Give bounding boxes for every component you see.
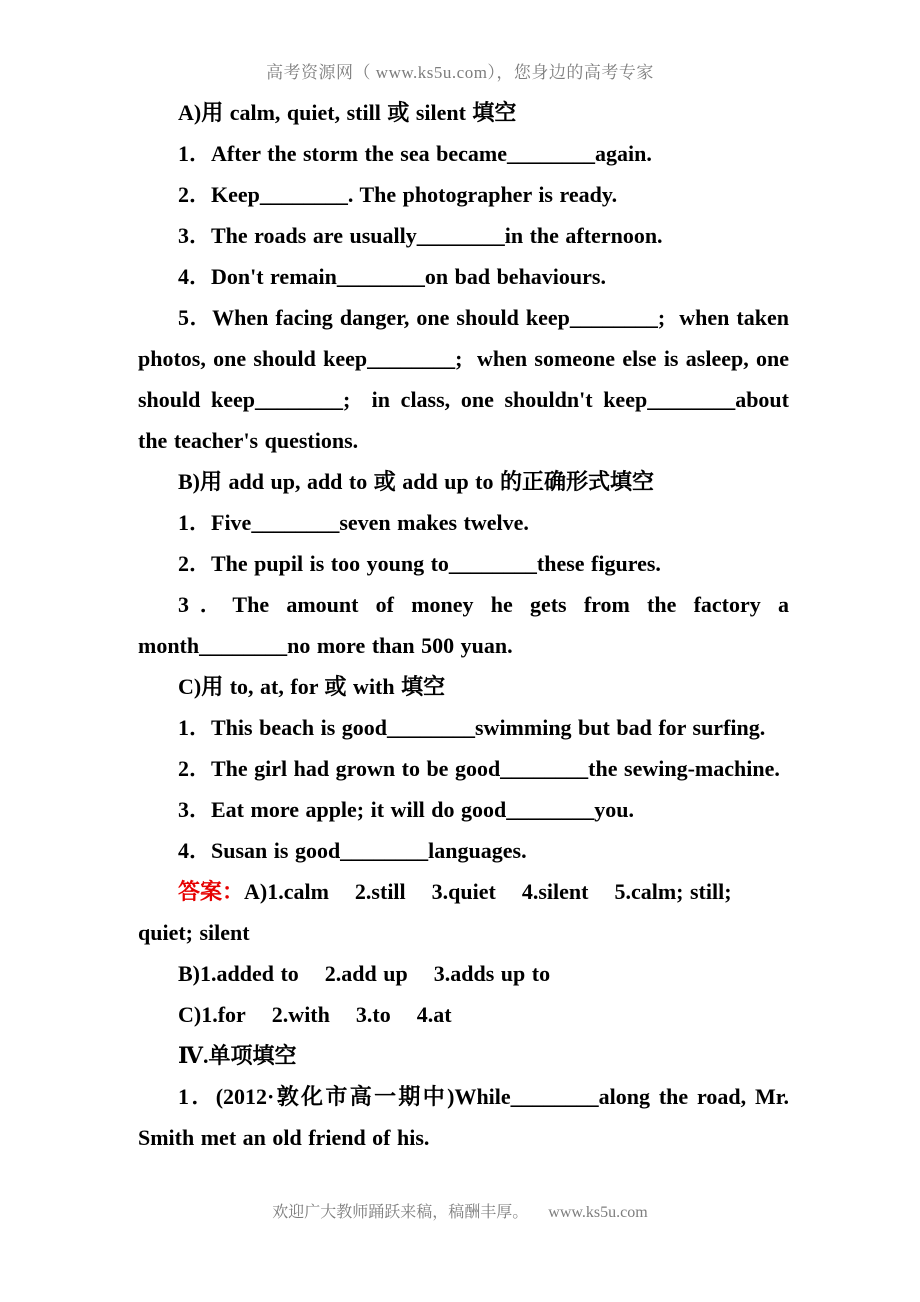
exercise-item-iv1: 1．(2012·敦化市高一期中)While________along the road, Mr. Smith met an old friend of his. bbox=[138, 1084, 789, 1150]
footer-site-url: www.ks5u.com bbox=[548, 1204, 648, 1221]
footer-welcome-text: 欢迎广大教师踊跃来稿，稿酬丰厚。 bbox=[272, 1204, 529, 1221]
section-b-title: B)用 add up, add to 或 add up to 的正确形式填空 bbox=[178, 469, 655, 494]
exercise-item-a4: 4．Don't remain________on bad behaviours. bbox=[178, 264, 606, 289]
exercise-item-b2: 2．The pupil is too young to________these figures. bbox=[178, 551, 661, 576]
exercise-item-b3: 3．The amount of money he gets from the factory a month________no more than 500 yuan. bbox=[138, 592, 789, 658]
answer-label: 答案： bbox=[178, 879, 245, 904]
answers-a-text: A)1.calm 2.still 3.quiet 4.silent 5.calm; still; quiet; silent bbox=[138, 879, 732, 945]
document-body bbox=[138, 92, 789, 1158]
exercise-item-c2: 2．The girl had grown to be good________the sewing-machine. bbox=[178, 756, 780, 781]
section-a-title: A)用 calm, quiet, still 或 silent 填空 bbox=[178, 100, 517, 125]
exercise-item-a5: 5．When facing danger, one should keep________; when taken photos, one should keep________; when someone else is asleep, one should keep________; in class, one shouldn't keep________about the teacher's questions. bbox=[138, 305, 789, 453]
exercise-item-a2: 2．Keep________. The photographer is ready. bbox=[178, 182, 618, 207]
exercise-item-a1: 1．After the storm the sea became________again. bbox=[178, 141, 652, 166]
exercise-item-a3: 3．The roads are usually________in the afternoon. bbox=[178, 223, 663, 248]
exercise-item-c1: 1．This beach is good________swimming but bad for surfing. bbox=[178, 715, 766, 740]
answers-line-b: B)1.added to 2.add up 3.adds up to bbox=[178, 961, 551, 986]
answers-line-a bbox=[138, 871, 789, 953]
exercise-item-c4: 4．Susan is good________languages. bbox=[178, 838, 527, 863]
section-iv-title: Ⅳ.单项填空 bbox=[178, 1043, 297, 1068]
page-header: 高考资源网（ www.ks5u.com），您身边的高考专家 bbox=[266, 63, 654, 82]
answers-line-c: C)1.for 2.with 3.to 4.at bbox=[178, 1002, 452, 1027]
exercise-item-c3: 3．Eat more apple; it will do good________you. bbox=[178, 797, 635, 822]
page-footer bbox=[0, 1199, 920, 1222]
exercise-item-b1: 1．Five________seven makes twelve. bbox=[178, 510, 529, 535]
section-c-title: C)用 to, at, for 或 with 填空 bbox=[178, 674, 446, 699]
